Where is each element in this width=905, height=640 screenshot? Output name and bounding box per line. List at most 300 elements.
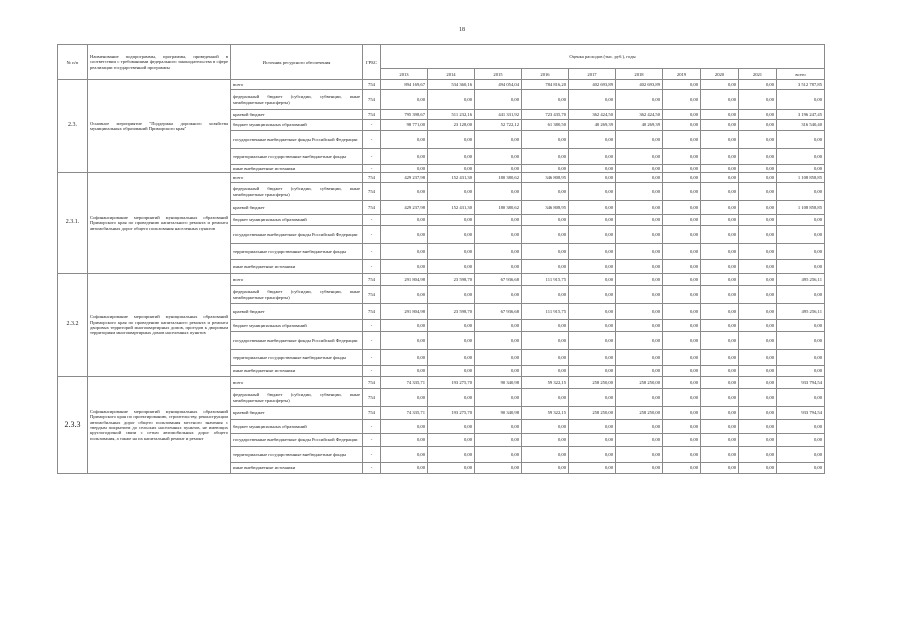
year-value: 111 915,75 xyxy=(522,274,569,286)
year-value: 258 250,00 xyxy=(569,377,616,389)
year-value: 98 771,00 xyxy=(381,120,428,131)
year-value: 0,00 xyxy=(569,420,616,434)
total-value: 316 540,40 xyxy=(777,120,825,131)
year-value: 0,00 xyxy=(701,173,739,183)
year-value: 0,00 xyxy=(616,434,663,447)
year-value: 0,00 xyxy=(428,320,475,332)
year-value: 0,00 xyxy=(475,244,522,260)
grbs-code: - xyxy=(363,165,381,173)
year-value: 0,00 xyxy=(522,320,569,332)
year-value: 0,00 xyxy=(663,131,701,149)
table-body xyxy=(58,80,825,474)
year-value: 0,00 xyxy=(381,131,428,149)
funding-source: краевой бюджет xyxy=(231,304,363,320)
grbs-code: 754 xyxy=(363,389,381,407)
year-value: 494 054,04 xyxy=(475,80,522,90)
total-value: 0,00 xyxy=(777,320,825,332)
year-value: 193 275,70 xyxy=(428,377,475,389)
year-value: 90 340,98 xyxy=(475,377,522,389)
funding-source: государственные внебюджетные фонды Российской Федерации xyxy=(231,332,363,350)
year-value: 511 232,16 xyxy=(428,110,475,120)
year-value: 0,00 xyxy=(663,332,701,350)
year-value: 0,00 xyxy=(569,389,616,407)
year-value: 0,00 xyxy=(701,350,739,366)
year-value: 0,00 xyxy=(663,80,701,90)
year-value: 0,00 xyxy=(616,350,663,366)
year-value: 0,00 xyxy=(739,463,777,474)
year-value: 0,00 xyxy=(616,447,663,463)
year-value: 0,00 xyxy=(381,215,428,226)
year-value: 0,00 xyxy=(522,463,569,474)
year-value: 0,00 xyxy=(616,165,663,173)
program-name: Основное мероприятие "Поддержка дорожного хозяйства муниципальных образований Приморского края" xyxy=(88,80,231,173)
year-value: 0,00 xyxy=(475,350,522,366)
funding-source: всего xyxy=(231,274,363,286)
grbs-code: - xyxy=(363,350,381,366)
year-value: 0,00 xyxy=(381,420,428,434)
year-value: 0,00 xyxy=(522,90,569,110)
year-value: 0,00 xyxy=(475,447,522,463)
year-value: 0,00 xyxy=(739,274,777,286)
grbs-code: 754 xyxy=(363,183,381,201)
year-value: 0,00 xyxy=(569,131,616,149)
year-value: 0,00 xyxy=(663,120,701,131)
year-value: 0,00 xyxy=(701,226,739,244)
year-value: 0,00 xyxy=(616,463,663,474)
year-value: 0,00 xyxy=(701,149,739,165)
year-value: 0,00 xyxy=(569,173,616,183)
year-value: 67 936,68 xyxy=(475,274,522,286)
year-value: 0,00 xyxy=(569,274,616,286)
year-value: 0,00 xyxy=(701,201,739,215)
year-value: 0,00 xyxy=(739,286,777,304)
year-value: 362 424,50 xyxy=(616,110,663,120)
year-value: 0,00 xyxy=(701,215,739,226)
year-value: 0,00 xyxy=(739,350,777,366)
grbs-code: - xyxy=(363,131,381,149)
table-row xyxy=(58,173,825,183)
header-year: 2017 xyxy=(569,69,616,80)
year-value: 0,00 xyxy=(701,274,739,286)
year-value: 0,00 xyxy=(381,320,428,332)
funding-source: иные внебюджетные источники xyxy=(231,366,363,377)
grbs-code: - xyxy=(363,332,381,350)
grbs-code: 754 xyxy=(363,173,381,183)
year-value: 0,00 xyxy=(739,149,777,165)
header-year: 2013 xyxy=(381,69,428,80)
year-value: 0,00 xyxy=(663,215,701,226)
year-value: 0,00 xyxy=(739,244,777,260)
total-value: 0,00 xyxy=(777,420,825,434)
grbs-code: - xyxy=(363,434,381,447)
funding-source: всего xyxy=(231,80,363,90)
year-value: 0,00 xyxy=(616,183,663,201)
year-value: 0,00 xyxy=(381,183,428,201)
funding-source: краевой бюджет xyxy=(231,110,363,120)
year-value: 0,00 xyxy=(739,173,777,183)
year-value: 0,00 xyxy=(663,286,701,304)
year-value: 0,00 xyxy=(663,407,701,420)
year-value: 0,00 xyxy=(428,463,475,474)
grbs-code: - xyxy=(363,149,381,165)
funding-source: бюджет муниципальных образований xyxy=(231,420,363,434)
year-value: 0,00 xyxy=(381,226,428,244)
year-value: 0,00 xyxy=(701,90,739,110)
year-value: 0,00 xyxy=(569,244,616,260)
year-value: 402 693,89 xyxy=(569,80,616,90)
year-value: 0,00 xyxy=(739,120,777,131)
year-value: 0,00 xyxy=(475,183,522,201)
year-value: 0,00 xyxy=(522,350,569,366)
year-value: 0,00 xyxy=(663,420,701,434)
year-value: 429 237,98 xyxy=(381,173,428,183)
year-value: 0,00 xyxy=(381,366,428,377)
year-value: 0,00 xyxy=(663,389,701,407)
year-value: 61 380,50 xyxy=(522,120,569,131)
funding-source: территориальные государственные внебюджетные фонды xyxy=(231,244,363,260)
header-number: № п/п xyxy=(58,45,88,80)
funding-source: бюджет муниципальных образований xyxy=(231,215,363,226)
year-value: 0,00 xyxy=(701,260,739,274)
year-value: 0,00 xyxy=(522,215,569,226)
year-value: 0,00 xyxy=(739,377,777,389)
year-value: 0,00 xyxy=(569,447,616,463)
total-value: 0,00 xyxy=(777,463,825,474)
year-value: 0,00 xyxy=(428,420,475,434)
year-value: 0,00 xyxy=(381,389,428,407)
year-value: 258 250,00 xyxy=(569,407,616,420)
year-value: 0,00 xyxy=(522,447,569,463)
total-value: 3 196 247,45 xyxy=(777,110,825,120)
year-value: 52 722,12 xyxy=(475,120,522,131)
year-value: 0,00 xyxy=(475,463,522,474)
year-value: 90 340,98 xyxy=(475,407,522,420)
year-value: 0,00 xyxy=(475,90,522,110)
year-value: 0,00 xyxy=(701,463,739,474)
year-value: 346 808,95 xyxy=(522,173,569,183)
table-row xyxy=(58,377,825,389)
year-value: 0,00 xyxy=(569,320,616,332)
year-value: 0,00 xyxy=(739,420,777,434)
total-value: 3 512 787,85 xyxy=(777,80,825,90)
funding-source: всего xyxy=(231,377,363,389)
grbs-code: 754 xyxy=(363,286,381,304)
year-value: 59 322,15 xyxy=(522,377,569,389)
year-value: 0,00 xyxy=(475,420,522,434)
year-value: 723 435,70 xyxy=(522,110,569,120)
year-value: 0,00 xyxy=(428,165,475,173)
year-value: 429 237,98 xyxy=(381,201,428,215)
total-value: 933 794,54 xyxy=(777,377,825,389)
total-value: 0,00 xyxy=(777,260,825,274)
year-value: 0,00 xyxy=(663,244,701,260)
year-value: 0,00 xyxy=(701,244,739,260)
header-year: всего xyxy=(777,69,825,80)
year-value: 291 804,98 xyxy=(381,304,428,320)
year-value: 0,00 xyxy=(522,183,569,201)
year-value: 0,00 xyxy=(569,149,616,165)
year-value: 0,00 xyxy=(663,447,701,463)
year-value: 180 380,62 xyxy=(475,201,522,215)
year-value: 0,00 xyxy=(475,131,522,149)
year-value: 0,00 xyxy=(701,165,739,173)
year-value: 0,00 xyxy=(739,165,777,173)
funding-source: иные внебюджетные источники xyxy=(231,463,363,474)
year-value: 0,00 xyxy=(701,407,739,420)
year-value: 0,00 xyxy=(616,201,663,215)
funding-source: государственные внебюджетные фонды Российской Федерации xyxy=(231,131,363,149)
year-value: 0,00 xyxy=(522,244,569,260)
year-value: 0,00 xyxy=(428,183,475,201)
budget-table-sheet xyxy=(57,44,825,474)
year-value: 0,00 xyxy=(701,332,739,350)
year-value: 0,00 xyxy=(701,304,739,320)
year-value: 0,00 xyxy=(739,131,777,149)
year-value: 0,00 xyxy=(381,350,428,366)
year-value: 0,00 xyxy=(381,165,428,173)
year-value: 74 335,71 xyxy=(381,407,428,420)
funding-source: иные внебюджетные источники xyxy=(231,165,363,173)
year-value: 23 598,70 xyxy=(428,304,475,320)
year-value: 0,00 xyxy=(739,434,777,447)
header-row xyxy=(58,45,825,69)
year-value: 0,00 xyxy=(739,389,777,407)
total-value: 0,00 xyxy=(777,226,825,244)
year-value: 0,00 xyxy=(569,463,616,474)
year-value: 0,00 xyxy=(739,215,777,226)
year-value: 111 915,75 xyxy=(522,304,569,320)
year-value: 152 431,30 xyxy=(428,173,475,183)
header-source: Источник ресурсного обеспечения xyxy=(231,45,363,80)
year-value: 0,00 xyxy=(569,201,616,215)
year-value: 894 169,67 xyxy=(381,80,428,90)
year-value: 0,00 xyxy=(663,366,701,377)
year-value: 0,00 xyxy=(663,463,701,474)
year-value: 0,00 xyxy=(701,377,739,389)
year-value: 0,00 xyxy=(663,110,701,120)
total-value: 0,00 xyxy=(777,165,825,173)
year-value: 0,00 xyxy=(569,434,616,447)
year-value: 0,00 xyxy=(569,304,616,320)
year-value: 0,00 xyxy=(739,332,777,350)
funding-source: федеральный бюджет (субсидии, субвенции, иные межбюджетные трансферты) xyxy=(231,389,363,407)
year-value: 0,00 xyxy=(475,320,522,332)
year-value: 152 431,30 xyxy=(428,201,475,215)
year-value: 0,00 xyxy=(663,90,701,110)
year-value: 0,00 xyxy=(569,260,616,274)
year-value: 0,00 xyxy=(428,149,475,165)
year-value: 0,00 xyxy=(701,120,739,131)
year-value: 0,00 xyxy=(739,201,777,215)
year-value: 0,00 xyxy=(522,420,569,434)
year-value: 0,00 xyxy=(663,434,701,447)
total-value: 0,00 xyxy=(777,215,825,226)
header-year: 2019 xyxy=(663,69,701,80)
program-name: Софинансирование мероприятий муниципальных образований Приморского края по проведению капитального ремонта и ремонта дворовых территорий многоквартирных домов, проездов к дворовым территориям многоквартирных домов населенных пунктов xyxy=(88,274,231,377)
year-value: 0,00 xyxy=(428,350,475,366)
year-value: 0,00 xyxy=(428,90,475,110)
funding-source: бюджет муниципальных образований xyxy=(231,120,363,131)
year-value: 0,00 xyxy=(475,149,522,165)
year-value: 441 331,92 xyxy=(475,110,522,120)
year-value: 0,00 xyxy=(475,260,522,274)
item-number: 2.3.2 xyxy=(58,274,88,377)
header-name: Наименование подпрограммы, программы, приведенной в соответствии с требованиями федерального законодательства в сфере реализации государственной программы xyxy=(88,45,231,80)
year-value: 0,00 xyxy=(616,260,663,274)
year-value: 67 936,68 xyxy=(475,304,522,320)
program-name: Софинансирование мероприятий муниципальных образований Приморского края по проведению капитального ремонта и ремонта автомобильных дорог общего пользования населенных пунктов xyxy=(88,173,231,274)
year-value: 0,00 xyxy=(616,274,663,286)
total-value: 0,00 xyxy=(777,366,825,377)
year-value: 0,00 xyxy=(663,350,701,366)
year-value: 0,00 xyxy=(616,149,663,165)
year-value: 0,00 xyxy=(381,332,428,350)
year-value: 0,00 xyxy=(739,320,777,332)
year-value: 0,00 xyxy=(569,183,616,201)
year-value: 0,00 xyxy=(569,90,616,110)
year-value: 0,00 xyxy=(739,90,777,110)
year-value: 0,00 xyxy=(663,173,701,183)
year-value: 0,00 xyxy=(701,131,739,149)
year-value: 534 360,16 xyxy=(428,80,475,90)
year-value: 0,00 xyxy=(616,131,663,149)
year-value: 0,00 xyxy=(663,260,701,274)
year-value: 0,00 xyxy=(616,90,663,110)
year-value: 0,00 xyxy=(381,149,428,165)
funding-source: краевой бюджет xyxy=(231,201,363,215)
year-value: 0,00 xyxy=(475,165,522,173)
year-value: 0,00 xyxy=(663,377,701,389)
year-value: 0,00 xyxy=(663,274,701,286)
year-value: 0,00 xyxy=(522,389,569,407)
year-value: 0,00 xyxy=(522,366,569,377)
year-value: 0,00 xyxy=(522,434,569,447)
table-row xyxy=(58,274,825,286)
year-value: 0,00 xyxy=(569,226,616,244)
funding-source: федеральный бюджет (субсидии, субвенции, иные межбюджетные трансферты) xyxy=(231,90,363,110)
header-grbs: ГРБС xyxy=(363,45,381,80)
year-value: 0,00 xyxy=(569,165,616,173)
year-value: 0,00 xyxy=(569,366,616,377)
funding-source: бюджет муниципальных образований xyxy=(231,320,363,332)
total-value: 0,00 xyxy=(777,389,825,407)
year-value: 0,00 xyxy=(616,420,663,434)
year-value: 0,00 xyxy=(475,215,522,226)
year-value: 0,00 xyxy=(381,463,428,474)
year-value: 0,00 xyxy=(616,244,663,260)
year-value: 0,00 xyxy=(428,131,475,149)
year-value: 0,00 xyxy=(663,201,701,215)
year-value: 0,00 xyxy=(569,215,616,226)
year-value: 0,00 xyxy=(428,286,475,304)
year-value: 0,00 xyxy=(701,389,739,407)
year-value: 0,00 xyxy=(428,366,475,377)
year-value: 0,00 xyxy=(569,286,616,304)
year-value: 0,00 xyxy=(616,320,663,332)
year-value: 258 250,00 xyxy=(616,377,663,389)
total-value: 1 108 858,85 xyxy=(777,173,825,183)
total-value: 0,00 xyxy=(777,90,825,110)
grbs-code: - xyxy=(363,447,381,463)
funding-source: территориальные государственные внебюджетные фонды xyxy=(231,447,363,463)
header-year: 2018 xyxy=(616,69,663,80)
year-value: 0,00 xyxy=(569,332,616,350)
header-year: 2015 xyxy=(475,69,522,80)
year-value: 0,00 xyxy=(616,226,663,244)
funding-source: государственные внебюджетные фонды Российской Федерации xyxy=(231,226,363,244)
year-value: 0,00 xyxy=(616,286,663,304)
header-year: 2014 xyxy=(428,69,475,80)
year-value: 0,00 xyxy=(663,183,701,201)
program-name: Софинансирование мероприятий муниципальных образований Приморского края по проектированию, строительству, реконструкции автомобильных дорог общего пользования местного значения с твердым покрытием до сельских населенных пунктов, не имеющих круглогодичной связи с сетью автомобильных дорог общего пользования, а также на их капитальный ремонт и ремонт xyxy=(88,377,231,474)
total-value: 1 108 858,85 xyxy=(777,201,825,215)
year-value: 362 424,50 xyxy=(569,110,616,120)
year-value: 795 398,67 xyxy=(381,110,428,120)
year-value: 0,00 xyxy=(701,286,739,304)
year-value: 0,00 xyxy=(428,244,475,260)
year-value: 0,00 xyxy=(739,80,777,90)
grbs-code: 754 xyxy=(363,201,381,215)
funding-source: государственные внебюджетные фонды Российской Федерации xyxy=(231,434,363,447)
year-value: 59 322,15 xyxy=(522,407,569,420)
year-value: 0,00 xyxy=(522,165,569,173)
year-value: 0,00 xyxy=(739,183,777,201)
grbs-code: - xyxy=(363,366,381,377)
year-value: 0,00 xyxy=(616,332,663,350)
year-value: 0,00 xyxy=(616,173,663,183)
year-value: 0,00 xyxy=(475,226,522,244)
year-value: 0,00 xyxy=(701,80,739,90)
total-value: 495 256,11 xyxy=(777,274,825,286)
year-value: 0,00 xyxy=(522,332,569,350)
year-value: 402 693,89 xyxy=(616,80,663,90)
grbs-code: - xyxy=(363,120,381,131)
year-value: 0,00 xyxy=(381,244,428,260)
year-value: 0,00 xyxy=(616,366,663,377)
item-number: 2.3.1. xyxy=(58,173,88,274)
grbs-code: 754 xyxy=(363,80,381,90)
year-value: 0,00 xyxy=(381,447,428,463)
grbs-code: - xyxy=(363,244,381,260)
year-value: 346 808,95 xyxy=(522,201,569,215)
year-value: 0,00 xyxy=(522,226,569,244)
year-value: 0,00 xyxy=(701,447,739,463)
year-value: 74 335,71 xyxy=(381,377,428,389)
total-value: 0,00 xyxy=(777,434,825,447)
item-number: 2.3.3 xyxy=(58,377,88,474)
year-value: 0,00 xyxy=(475,389,522,407)
year-value: 0,00 xyxy=(739,110,777,120)
year-value: 0,00 xyxy=(616,389,663,407)
year-value: 0,00 xyxy=(522,149,569,165)
grbs-code: - xyxy=(363,320,381,332)
year-value: 291 804,98 xyxy=(381,274,428,286)
year-value: 0,00 xyxy=(739,260,777,274)
grbs-code: 754 xyxy=(363,90,381,110)
year-value: 0,00 xyxy=(701,110,739,120)
page-number: 18 xyxy=(459,27,465,33)
funding-source: федеральный бюджет (субсидии, субвенции, иные межбюджетные трансферты) xyxy=(231,286,363,304)
table-row xyxy=(58,80,825,90)
grbs-code: - xyxy=(363,226,381,244)
year-value: 180 380,62 xyxy=(475,173,522,183)
year-value: 0,00 xyxy=(663,226,701,244)
grbs-code: 754 xyxy=(363,304,381,320)
year-value: 0,00 xyxy=(428,226,475,244)
grbs-code: 754 xyxy=(363,110,381,120)
year-value: 0,00 xyxy=(739,226,777,244)
funding-source: всего xyxy=(231,173,363,183)
